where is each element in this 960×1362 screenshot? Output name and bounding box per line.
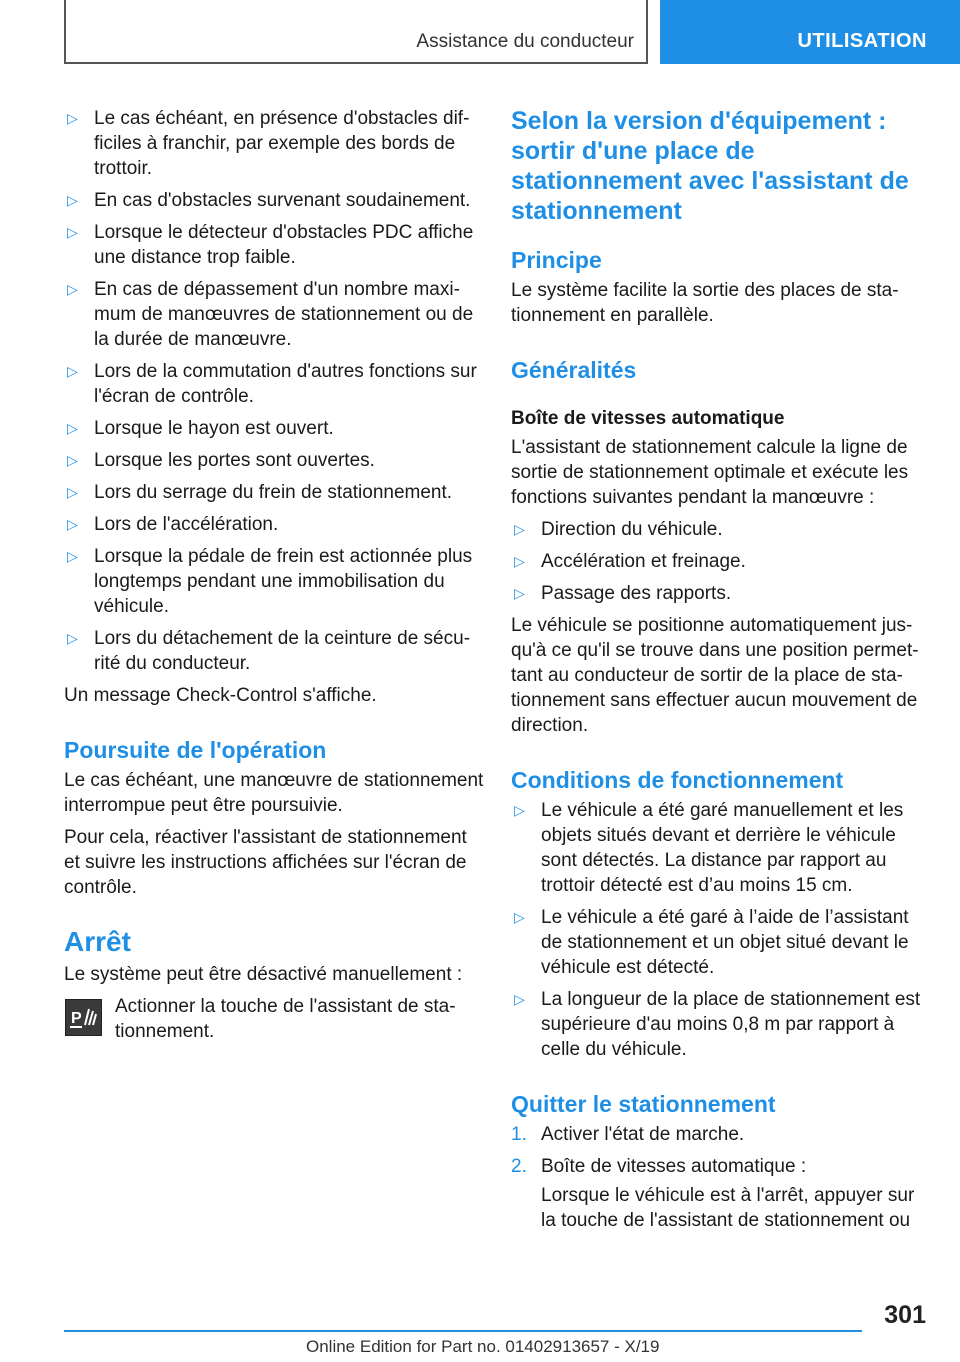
paragraph: Le système facilite la sortie des places de stationnement en parallèle. — [511, 280, 899, 326]
paragraph: Le cas échéant, une manœuvre de stationnement interrompue peut être poursuivie. — [64, 770, 484, 816]
list-item: ▷ En cas de dépassement d'un nombre maximum de manœuvres de stationnement ou de la durée de manœuvre. — [67, 279, 474, 350]
list-item: ▷ Lors du détachement de la ceinture de sécurité du conducteur. — [67, 628, 471, 674]
check-control-message: Un message Check-Control s'affiche. — [64, 685, 377, 706]
list-item: ▷ Passage des rapports. — [514, 583, 732, 604]
triangle-right-icon: ▷ — [514, 585, 525, 601]
paragraph: Le système peut être désactivé manuellement : — [64, 964, 463, 985]
functions-list — [511, 517, 931, 606]
triangle-right-icon: ▷ — [67, 548, 78, 564]
edition-note: Online Edition for Part no. 01402913657 - X/19 — [306, 1337, 660, 1356]
left-column — [64, 106, 484, 1044]
triangle-right-icon: ▷ — [67, 192, 78, 208]
svg-text:P: P — [71, 1010, 82, 1027]
triangle-right-icon: ▷ — [514, 991, 525, 1007]
list-item: ▷ Lorsque le détecteur d'obstacles PDC affiche une distance trop faible. — [67, 222, 474, 268]
right-column — [511, 106, 931, 1240]
heading-conditions: Conditions de fonctionnement — [511, 767, 844, 793]
steps-list — [511, 1122, 931, 1233]
triangle-right-icon: ▷ — [514, 909, 525, 925]
list-item: ▷ Lorsque les portes sont ouvertes. — [67, 450, 375, 471]
list-item: ▷ Le cas échéant, en présence d'obstacles difficiles à franchir, par exemple des bords de trottoir. — [67, 108, 470, 179]
subheading-boite: Boîte de vitesses automatique — [511, 408, 785, 429]
list-item: ▷ Lorsque la pédale de frein est actionnée plus longtemps pendant une immobilisation du véhicule. — [67, 546, 473, 617]
step-detail: Lorsque le véhicule est à l'arrêt, appuyer sur la touche de l'assistant de stationnement ou — [541, 1185, 915, 1231]
heading-poursuite: Poursuite de l'opération — [64, 737, 327, 763]
list-item: ▷ Direction du véhicule. — [514, 519, 723, 540]
triangle-right-icon: ▷ — [67, 363, 78, 379]
list-item: 1. Activer l'état de marche. — [511, 1124, 745, 1145]
triangle-right-icon: ▷ — [67, 630, 78, 646]
triangle-right-icon: ▷ — [67, 516, 78, 532]
parking-assistant-key-icon — [65, 999, 102, 1036]
conditions-list — [511, 798, 931, 1062]
triangle-right-icon: ▷ — [67, 484, 78, 500]
main-heading: Selon la version d'équipement : sortir d'une place de stationnement avec l'assistant de stationnement — [511, 107, 909, 225]
paragraph: Le véhicule se positionne automatiquement jusqu'à ce qu'il se trouve dans une position permettant au conducteur de sortir de la place de stationnement sans effectuer aucun mouvement de direction. — [511, 615, 919, 736]
list-item: ▷ Le véhicule a été garé manuellement et les objets situés devant et derrière le véhicule sont détectés. La distance par rapport au trottoir détecté est d’au moins 15 cm. — [514, 800, 904, 896]
list-item: ▷ Lorsque le hayon est ouvert. — [67, 418, 334, 439]
heading-generalites: Généralités — [511, 357, 637, 383]
triangle-right-icon: ▷ — [67, 452, 78, 468]
triangle-right-icon: ▷ — [514, 802, 525, 818]
triangle-right-icon: ▷ — [67, 281, 78, 297]
header-section-tab — [64, 0, 648, 64]
abort-conditions-list — [64, 106, 484, 676]
header-chapter-title: UTILISATION — [797, 30, 927, 52]
heading-quitter: Quitter le stationnement — [511, 1091, 776, 1117]
header-section-title: Assistance du conducteur — [416, 31, 634, 52]
triangle-right-icon: ▷ — [514, 553, 525, 569]
paragraph: Pour cela, réactiver l'assistant de stationnement et suivre les instructions affichées sur l'écran de contrôle. — [64, 827, 467, 898]
paragraph: L'assistant de stationnement calcule la ligne de sortie de stationnement optimale et exécute les fonctions suivantes pendant la manœuvre : — [511, 437, 909, 508]
list-item: ▷ Lors de l'accélération. — [67, 514, 279, 535]
list-item: 2. Boîte de vitesses automatique : Lorsque le véhicule est à l'arrêt, appuyer sur la touche de l'assistant de stationnement ou — [511, 1154, 931, 1233]
footer-divider — [64, 1330, 862, 1332]
list-item: ▷ Accélération et freinage. — [514, 551, 746, 572]
heading-arret: Arrêt — [64, 926, 131, 957]
triangle-right-icon: ▷ — [514, 521, 525, 537]
triangle-right-icon: ▷ — [67, 224, 78, 240]
list-item: ▷ Lors du serrage du frein de stationnement. — [67, 482, 453, 503]
heading-principe: Principe — [511, 247, 602, 273]
header-chapter-tab — [660, 0, 960, 64]
triangle-right-icon: ▷ — [67, 420, 78, 436]
triangle-right-icon: ▷ — [67, 110, 78, 126]
list-item: ▷ La longueur de la place de stationnement est supérieure d'au moins 0,8 m par rapport à celle du véhicule. — [514, 989, 921, 1060]
list-item: ▷ En cas d'obstacles survenant soudainement. — [67, 190, 471, 211]
list-item: ▷ Le véhicule a été garé à l’aide de l’assistant de stationnement et un objet situé devant le véhicule est détecté. — [514, 907, 909, 978]
key-instruction: P Actionner la touche de l'assistant de stationnement. — [64, 994, 484, 1044]
list-item: ▷ Lors de la commutation d'autres fonctions sur l'écran de contrôle. — [67, 361, 477, 407]
page-number: 301 — [884, 1301, 926, 1329]
